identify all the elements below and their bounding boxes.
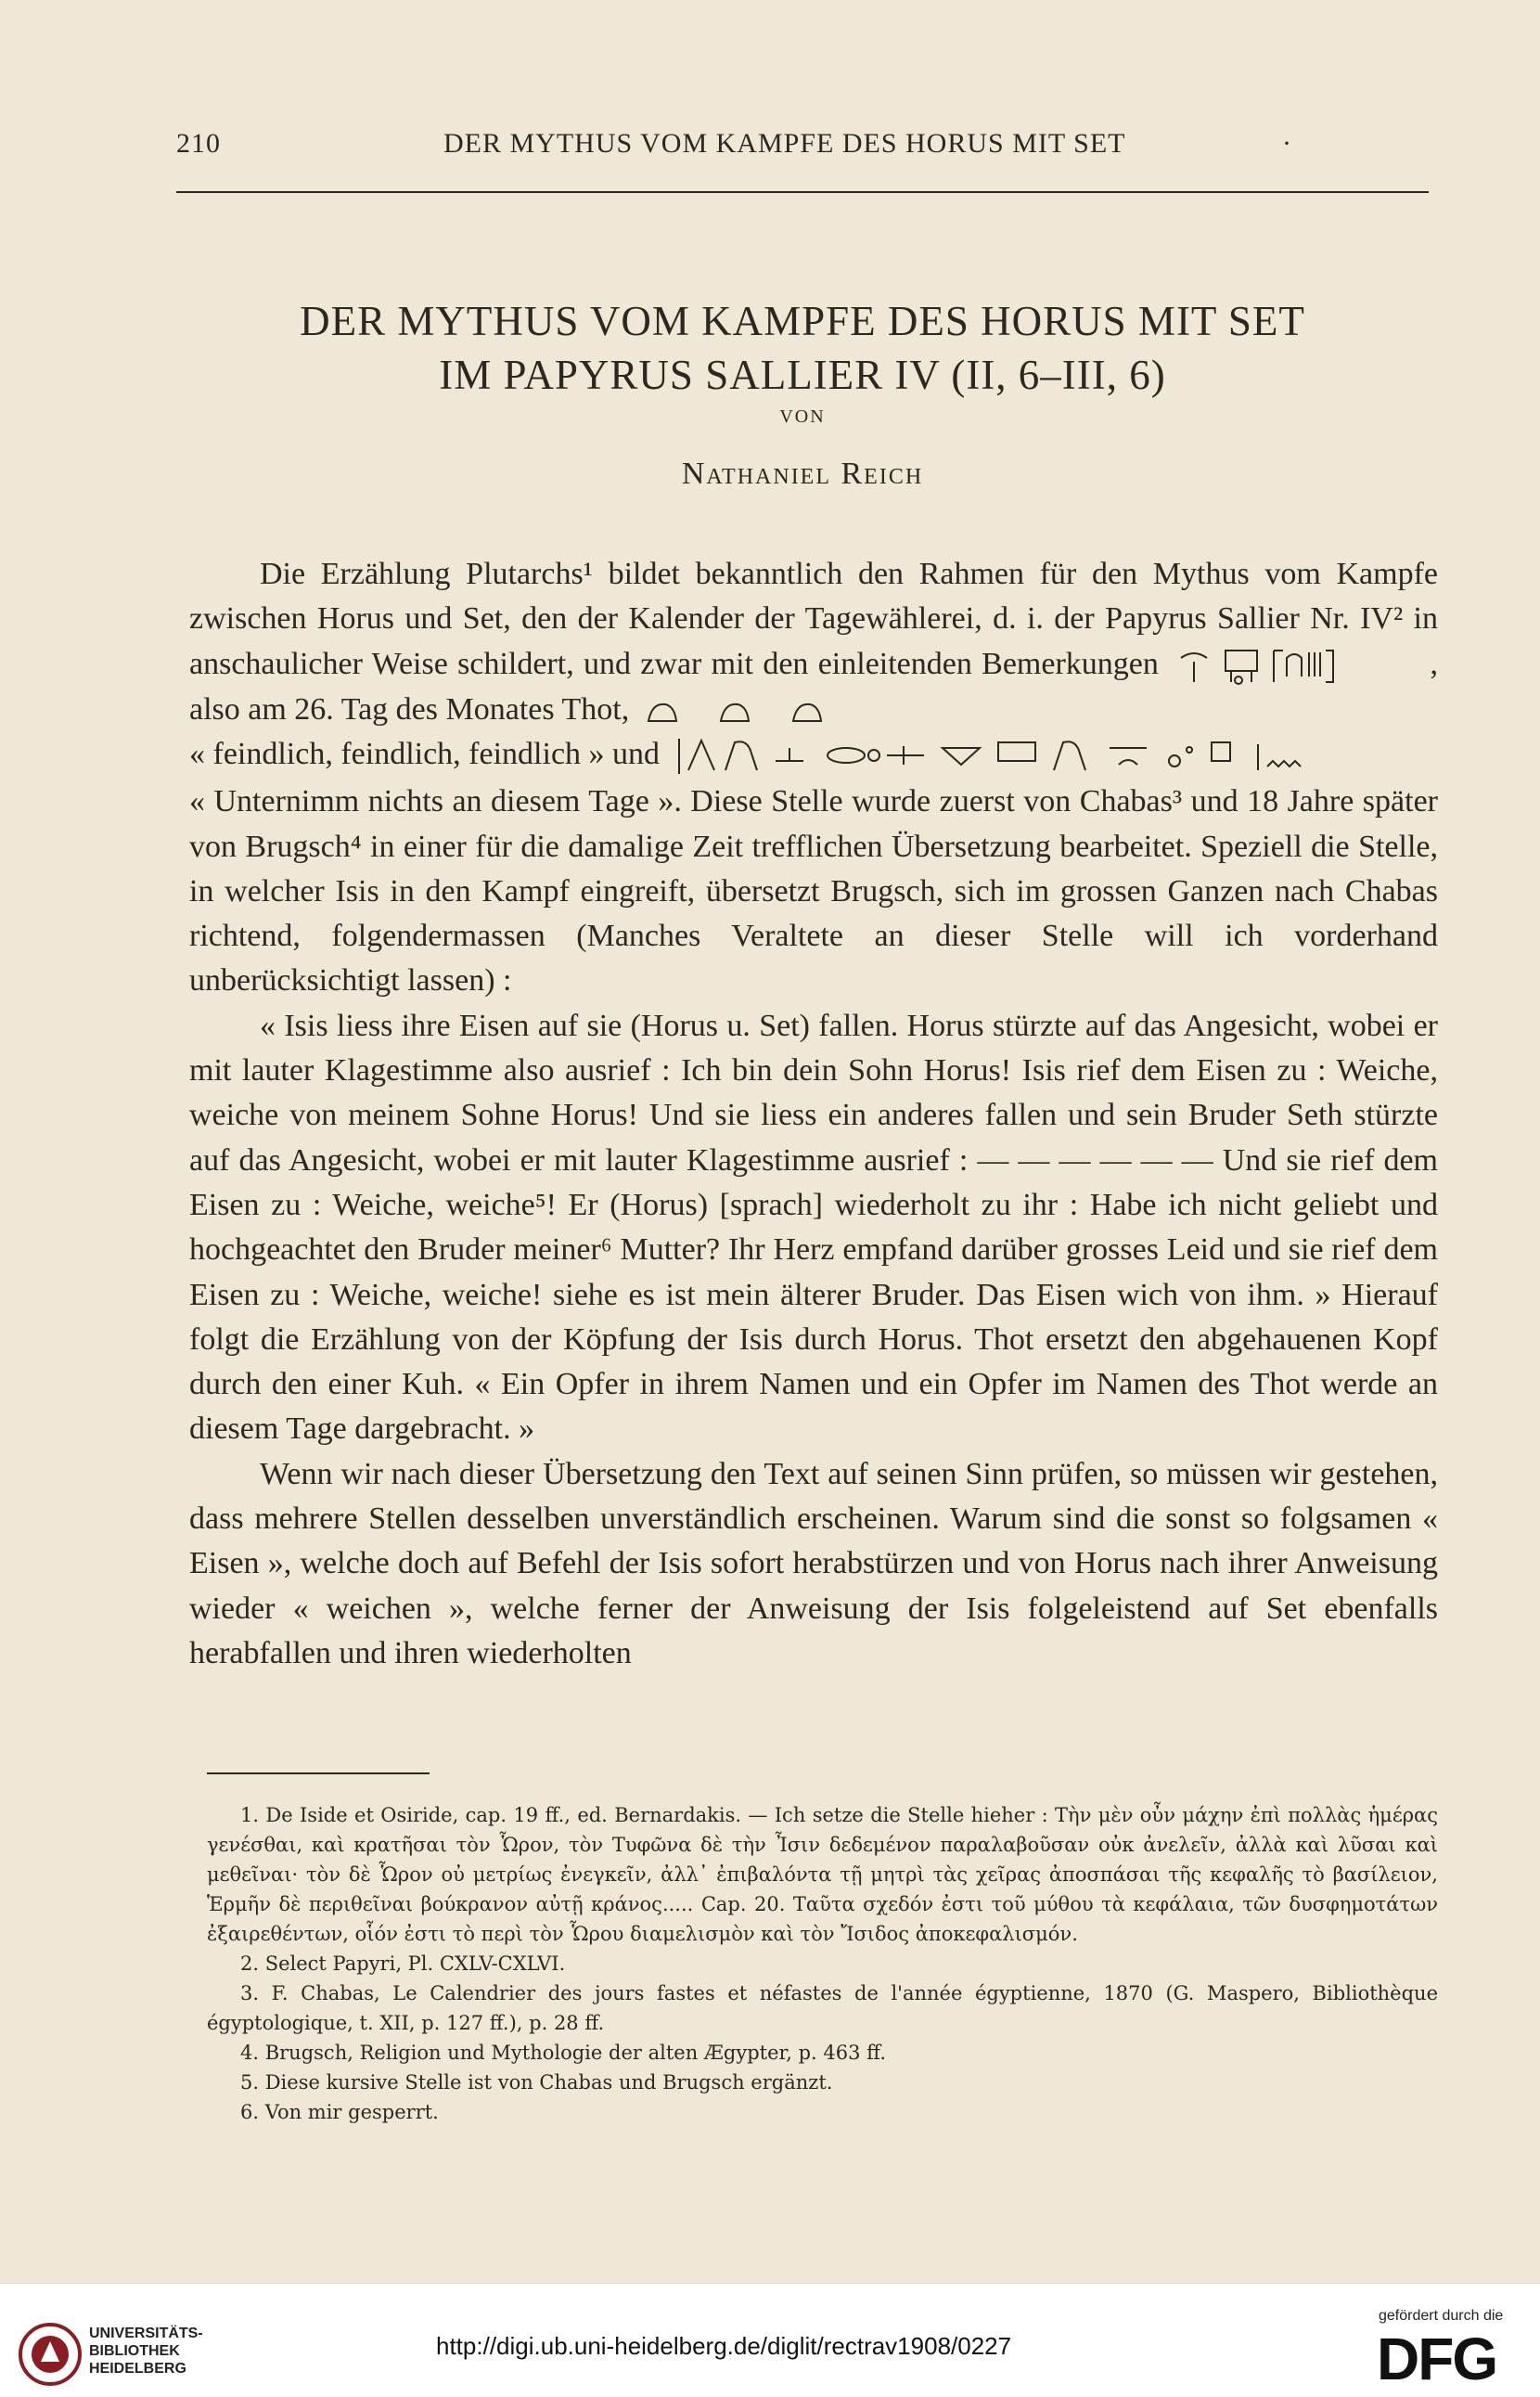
hieroglyph-text-icon — [674, 733, 1341, 780]
page-number: 210 — [176, 128, 221, 159]
paragraph-text: Die Erzählung Plutarchs¹ bildet bekanntlich den Rahmen für den Mythus vom Kampfe zwischen Horus und Set, den der Kalender der Tagewählerei, d. i. der Papyrus Sallier Nr. IV² in anschaulicher Weise schildert, und zwar mit den einleitenden Bemerkungen — [189, 557, 1438, 681]
footnote: 4. Brugsch, Religion und Mythologie der alten Ægypter, p. 463 ff. — [240, 2042, 887, 2064]
body-paragraph — [189, 732, 1438, 780]
source-url-link[interactable]: http://digi.ub.uni-heidelberg.de/diglit/rectrav1908/0227 — [436, 2332, 1012, 2360]
article-title-line-1: DER MYTHUS VOM KAMPFE DES HORUS MIT SET — [300, 298, 1305, 344]
header-dot: · — [1282, 128, 1292, 159]
paragraph-text: , also am 26. Tag des Monates Thot, — [189, 646, 1439, 727]
running-header — [176, 128, 1429, 165]
running-title: DER MYTHUS VOM KAMPFE DES HORUS MIT SET — [443, 128, 1126, 159]
byline-von: VON — [779, 406, 826, 427]
footnotes — [207, 1800, 1438, 2127]
author-name: Nathaniel Reich — [681, 457, 924, 491]
article-body — [189, 552, 1438, 1676]
body-paragraph — [189, 552, 1438, 732]
footnote: 5. Diese kursive Stelle ist von Chabas und Brugsch ergänzt. — [240, 2071, 833, 2094]
hieroglyph-date-icon — [1174, 645, 1415, 688]
article-title-line-2: IM PAPYRUS SALLIER IV (II, 6–III, 6) — [439, 352, 1166, 398]
footnote: 2. Select Papyri, Pl. CXLV-CXLVI. — [240, 1952, 566, 1975]
body-paragraph: Wenn wir nach dieser Übersetzung den Text auf seinen Sinn prüfen, so müssen wir gestehen, dass mehrere Stellen desselben unverständlich erscheinen. Warum sind die sonst so folgsamen « Eisen », welche doch auf Befehl der Isis sofort herabstürzen und von Horus nach ihrer Anweisung wieder « weichen », welche ferner der Anweisung der Isis folgeleistend auf Set ebenfalls herabfallen und ihren wiederholten — [189, 1456, 1438, 1670]
footnote: 1. De Iside et Osiride, cap. 19 ff., ed. Bernardakis. — Ich setze die Stelle hieher : Τὴν μὲν οὖν μάχην ἐπὶ πολλὰς ἡμέρας γενέσθαι, καὶ κρατῆσαι τὸν Ὧρον, τὸν Τυφῶνα δὲ τὴν Ἶσιν δεδεμένον παραλαβοῦσαν οὐκ ἀνελεῖν, ἀλλὰ καὶ λῦσαι καὶ μεθεῖναι· τὸν δὲ Ὧρον οὐ μετρίως ἐνεγκεῖν, ἀλλ᾽ ἐπιβαλόντα τῇ μητρὶ τὰς χεῖρας ἀποσπάσαι τῆς κεφαλῆς τὸ βασίλειον, Ἑρμῆν δὲ περιθεῖναι βούκρανον αὐτῇ κράνος..... Cap. 20. Ταῦτα σχεδόν ἐστι τοῦ μύθου τὰ κεφάλαια, τῶν δυσφημοτάτων ἐξαιρεθέντων, οἷόν ἐστι τὸ περὶ τὸν Ὧρου διαμελισμὸν καὶ τὸν Ἴσιδος ἀποκεφαλισμόν. — [207, 1804, 1438, 1945]
footnote: 6. Von mir gesperrt. — [240, 2101, 439, 2123]
funding-note: gefördert durch die — [1379, 2308, 1504, 2324]
library-name: UNIVERSITÄTS- BIBLIOTHEK HEIDELBERG — [89, 2326, 203, 2377]
paragraph-text: « feindlich, feindlich, feindlich » und — [189, 737, 661, 772]
hieroglyph-hostile-icon — [643, 693, 866, 730]
body-paragraph: « Unternimm nichts an diesem Tage ». Diese Stelle wurde zuerst von Chabas³ und 18 Jahre später von Brugsch⁴ in einer für die damalige Zeit trefflichen Übersetzung bearbeitet. Speziell die Stelle, in welcher Isis in den Kampf eingreift, übersetzt Brugsch, sich im grossen Ganzen nach Chabas richtend, folgendermassen (Manches Veraltete an dieser Stelle will ich vorderhand unberücksichtigt lassen) : — [189, 784, 1438, 999]
footnote-rule — [207, 1772, 430, 1774]
body-paragraph: « Isis liess ihre Eisen auf sie (Horus u. Set) fallen. Horus stürzte auf das Angesicht, wobei er mit lauter Klagestimme also ausrief : Ich bin dein Sohn Horus! Isis rief dem Eisen zu : Weiche, weiche von meinem Sohne Horus! Und sie liess ein anderes fallen und sein Bruder Seth stürzte auf das Angesicht, wobei er mit lauter Klagestimme ausrief : — — — — — — Und sie rief dem Eisen zu : Weiche, weiche⁵! Er (Horus) [sprach] wiederholt zu ihr : Habe ich nicht geliebt und hochgeachtet den Bruder meiner⁶ Mutter? Ihr Herz empfand darüber grosses Leid und sie rief dem Eisen zu : Weiche, weiche! siehe es ist mein älterer Bruder. Das Eisen wich von ihm. » Hierauf folgt die Erzählung von der Köpfung der Isis durch Horus. Thot ersetzt den abgehauenen Kopf durch den einer Kuh. « Ein Opfer in ihrem Namen und ein Opfer im Namen des Thot werde an diesem Tage dargebracht. » — [189, 1008, 1438, 1447]
header-rule — [176, 191, 1429, 193]
university-seal-icon — [17, 2321, 83, 2388]
footnote: 3. F. Chabas, Le Calendrier des jours fastes et néfastes de l'année égyptienne, 1870 (G. Maspero, Bibliothèque égyptologique, t. XII, p. 127 ff.), p. 28 ff. — [207, 1982, 1438, 2034]
dfg-logo: DFG — [1377, 2326, 1497, 2392]
digitization-footer — [0, 2283, 1540, 2397]
